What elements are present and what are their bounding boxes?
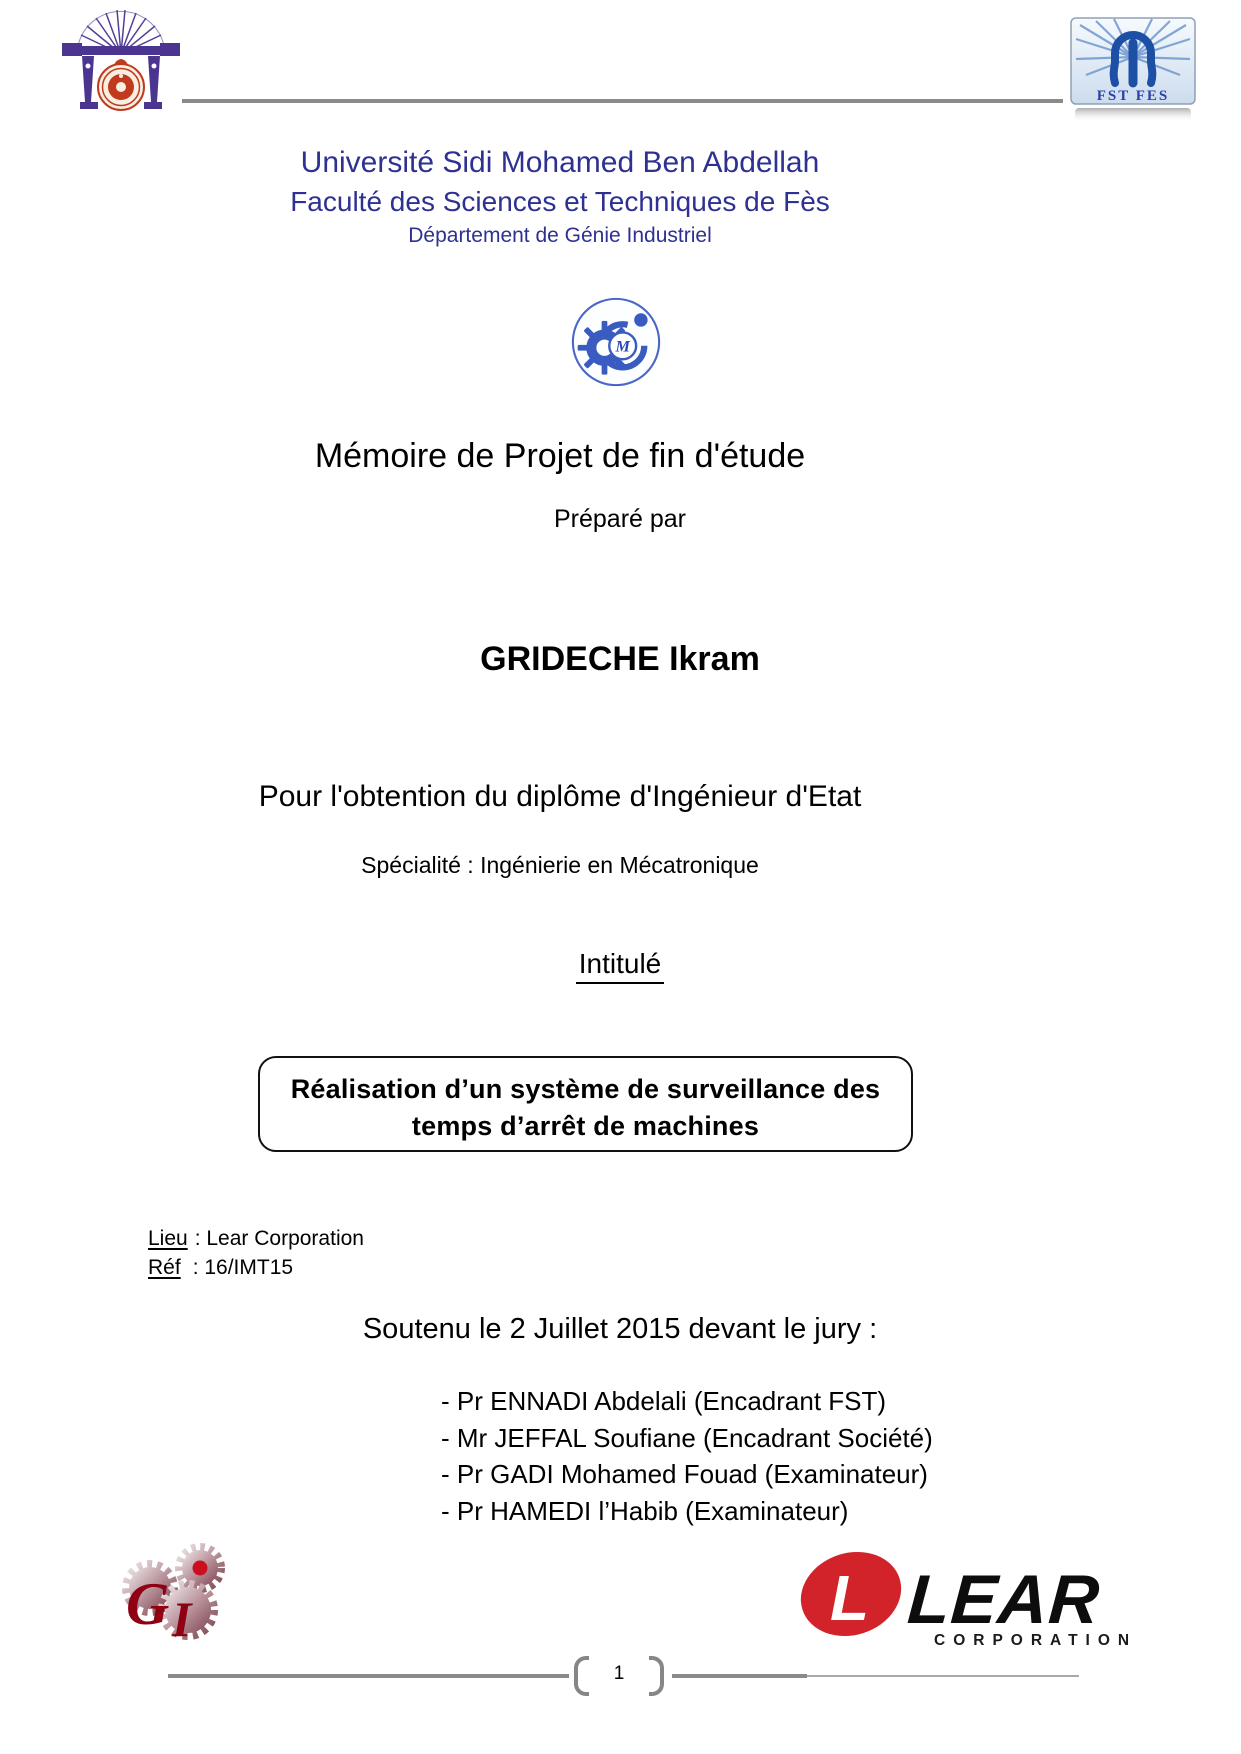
university-name: Université Sidi Mohamed Ben Abdellah (300, 146, 820, 179)
fst-fes-label: FST FES (1096, 88, 1170, 104)
page-number: 1 (613, 1663, 625, 1684)
footer-rule-right-thin (807, 1675, 1079, 1677)
page-number-bracket-left (574, 1656, 589, 1696)
jury-member: - Pr HAMEDI l’Habib (Examinateur) (441, 1495, 849, 1526)
prepared-by-label: Préparé par (553, 505, 687, 533)
title-label: Intitulé (576, 948, 665, 984)
location-value: : Lear Corporation (194, 1227, 364, 1250)
document-type-title: Mémoire de Projet de fin d'étude (314, 437, 806, 475)
jury-list (441, 1383, 933, 1529)
thesis-title-line2: temps d’arrêt de machines (411, 1111, 760, 1141)
reference-label: Réf (148, 1256, 181, 1279)
department-name: Département de Génie Industriel (408, 224, 712, 247)
jury-member: - Mr JEFFAL Soufiane (Encadrant Société) (441, 1422, 933, 1453)
lear-subtitle: CORPORATION (934, 1632, 1138, 1649)
gi-letter-g: G (126, 1571, 170, 1637)
title-label-wrap (115, 948, 1125, 984)
reference-line (148, 1256, 293, 1280)
defense-line: Soutenu le 2 Juillet 2015 devant le jury : (362, 1313, 878, 1345)
reference-value: : 16/IMT15 (192, 1256, 294, 1279)
speciality-line: Spécialité : Ingénierie en Mécatronique (361, 852, 759, 878)
page-number-bracket-right (649, 1656, 664, 1696)
lear-mark-letter: L (830, 1562, 870, 1634)
author-name: GRIDECHE Ikram (480, 640, 760, 678)
faculty-name: Faculté des Sciences et Techniques de Fès (290, 186, 830, 217)
header-rule (182, 99, 1063, 103)
mechatronics-logo (570, 296, 662, 388)
fst-fes-logo (1070, 17, 1196, 127)
footer-rule-left (168, 1674, 569, 1678)
gi-i-dot (193, 1561, 208, 1576)
mechatronics-monogram: M (615, 336, 630, 356)
jury-member: - Pr GADI Mohamed Fouad (Examinateur) (441, 1459, 928, 1489)
lear-wordmark: LEAR (905, 1561, 1103, 1638)
thesis-title-line1: Réalisation d’un système de surveillance des (290, 1074, 881, 1104)
lear-logo-mark (798, 1548, 904, 1642)
gi-department-logo (114, 1542, 240, 1642)
thesis-title-box (258, 1056, 913, 1152)
degree-line: Pour l'obtention du diplôme d'Ingénieur d'Etat (258, 780, 862, 813)
jury-member: - Pr ENNADI Abdelali (Encadrant FST) (441, 1386, 887, 1416)
location-line (148, 1227, 364, 1251)
university-emblem-logo (60, 10, 182, 124)
footer-rule-right-thick (672, 1674, 807, 1678)
location-label: Lieu (148, 1227, 188, 1250)
gi-letter-i: I (172, 1591, 192, 1642)
